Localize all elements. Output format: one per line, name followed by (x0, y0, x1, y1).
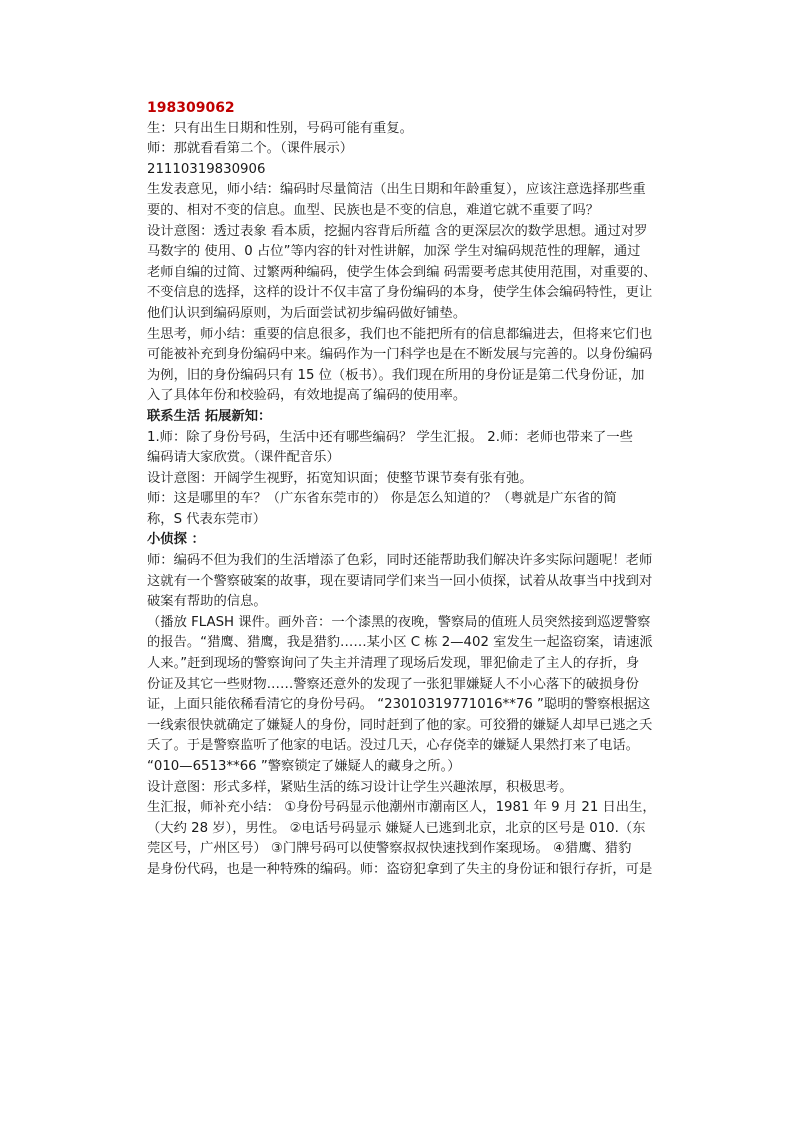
text-line: 夭了。于是警察监听了他家的电话。没过几天，心存侥幸的嫌疑人果然打来了电话。 (147, 738, 639, 754)
text-line: 师：这是哪里的车？（广东省东莞市的） 你是怎么知道的？（粤就是广东省的简 (147, 491, 617, 507)
text-line: 设计意图：形式多样，紧贴生活的练习设计让学生兴趣浓厚，积极思考。 (147, 779, 573, 795)
text-line: 生发表意见，师小结：编码时尽量简洁（出生日期和年龄重复），应该注意选择那些重 (147, 182, 646, 198)
text-line: 21110319830906 (147, 161, 266, 177)
text-line: （大约 28 岁），男性。 ②电话号码显示 嫌疑人已逃到北京，北京的区号是 010.（东 (147, 820, 646, 836)
document-body (147, 98, 679, 881)
text-line: 入了具体年份和校验码，有效地提高了编码的使用率。 (147, 388, 467, 404)
text-line: 称，S 代表东莞市） (147, 511, 267, 527)
text-line: 设计意图：开阔学生视野，拓宽知识面；使整节课节奏有张有弛。 (147, 470, 533, 486)
text-line: “010—6513**66 ”警察锁定了嫌疑人的藏身之所。） (147, 759, 461, 774)
text-line: 1.师：除了身份号码，生活中还有哪些编码？ 学生汇报。 2.师：老师也带来了一些 (147, 429, 633, 445)
text-line: 证，上面只能依稀看清它的身份号码。 “23010319771016**76 ”聪明的警察根据这 (147, 697, 651, 713)
section-heading-life: 联系生活 拓展新知： (147, 408, 272, 424)
text-line: 不变信息的选择，这样的设计不仅丰富了身份编码的本身，使学生体会编码特性，更让 (147, 285, 653, 301)
text-line: 师：编码不但为我们的生活增添了色彩，同时还能帮助我们解决许多实际问题呢！老师 (147, 553, 653, 569)
text-line: 人来。”赶到现场的警察询问了失主并清理了现场后发现，罪犯偷走了主人的存折，身 (147, 656, 640, 672)
text-line: 老师自编的过简、过繁两种编码，使学生体会到编 码需要考虑其使用范围，对重要的、 (147, 264, 657, 280)
text-line: 马数字的 使用、0 占位”等内容的针对性讲解，加深 学生对编码规范性的理解，通过 (147, 244, 641, 260)
text-line: 生思考，师小结：重要的信息很多，我们也不能把所有的信息都编进去，但将来它们也 (147, 326, 653, 342)
text-line: 编码请大家欣赏。（课件配音乐） (147, 450, 340, 466)
text-line: 莞区号，广州区号） ③门牌号码可以使警察叔叔快速找到作案现场。 ④猎鹰、猎豹 (147, 841, 632, 857)
code-heading: 198309062 (147, 100, 235, 116)
text-line: 师：那就看看第二个。（课件展示） (147, 141, 354, 157)
text-line: 可能被补充到身份编码中来。编码作为一门科学也是在不断发展与完善的。以身份编码 (147, 347, 653, 363)
text-line: 生汇报，师补充小结： ①身份号码显示他潮州市潮南区人，1981 年 9 月 21 日出生， (147, 800, 656, 816)
text-line: 要的、相对不变的信息。血型、民族也是不变的信息，难道它就不重要了吗？ (147, 202, 600, 218)
text-line: 份证及其它一些财物……警察还意外的发现了一张犯罪嫌疑人不小心落下的破损身份 (147, 676, 639, 692)
text-line: 一线索很快就确定了嫌疑人的身份，同时赶到了他的家。可狡猾的嫌疑人却早已逃之夭 (147, 717, 653, 733)
section-heading-detective: 小侦探 ： (147, 532, 205, 548)
text-line: 生：只有出生日期和性别，号码可能有重复。 (147, 120, 413, 136)
text-line: （播放 FLASH 课件。画外音：一个漆黑的夜晚，警察局的值班人员突然接到巡逻警察 (147, 614, 651, 630)
text-line: 是身份代码，也是一种特殊的编码。师：盗窃犯拿到了失主的身份证和银行存折，可是 (147, 861, 653, 877)
text-line: 设计意图：透过表象 看本质，挖掘内容背后所蕴 含的更深层次的数学思想。通过对罗 (147, 223, 648, 239)
text-line: 这就有一个警察破案的故事，现在要请同学们来当一回小侦探，试着从故事当中找到对 (147, 573, 653, 589)
text-line: 他们认识到编码原则，为后面尝试初步编码做好铺垫。 (147, 305, 467, 321)
text-line: 破案有帮助的信息。 (147, 594, 267, 610)
text-line: 为例，旧的身份编码只有 15 位（板书）。我们现在所用的身份证是第二代身份证，加 (147, 367, 645, 383)
text-line: 的报告。“猎鹰、猎鹰，我是猎豹……某小区 C 栋 2—402 室发生一起盗窃案，请速派 (147, 635, 653, 651)
